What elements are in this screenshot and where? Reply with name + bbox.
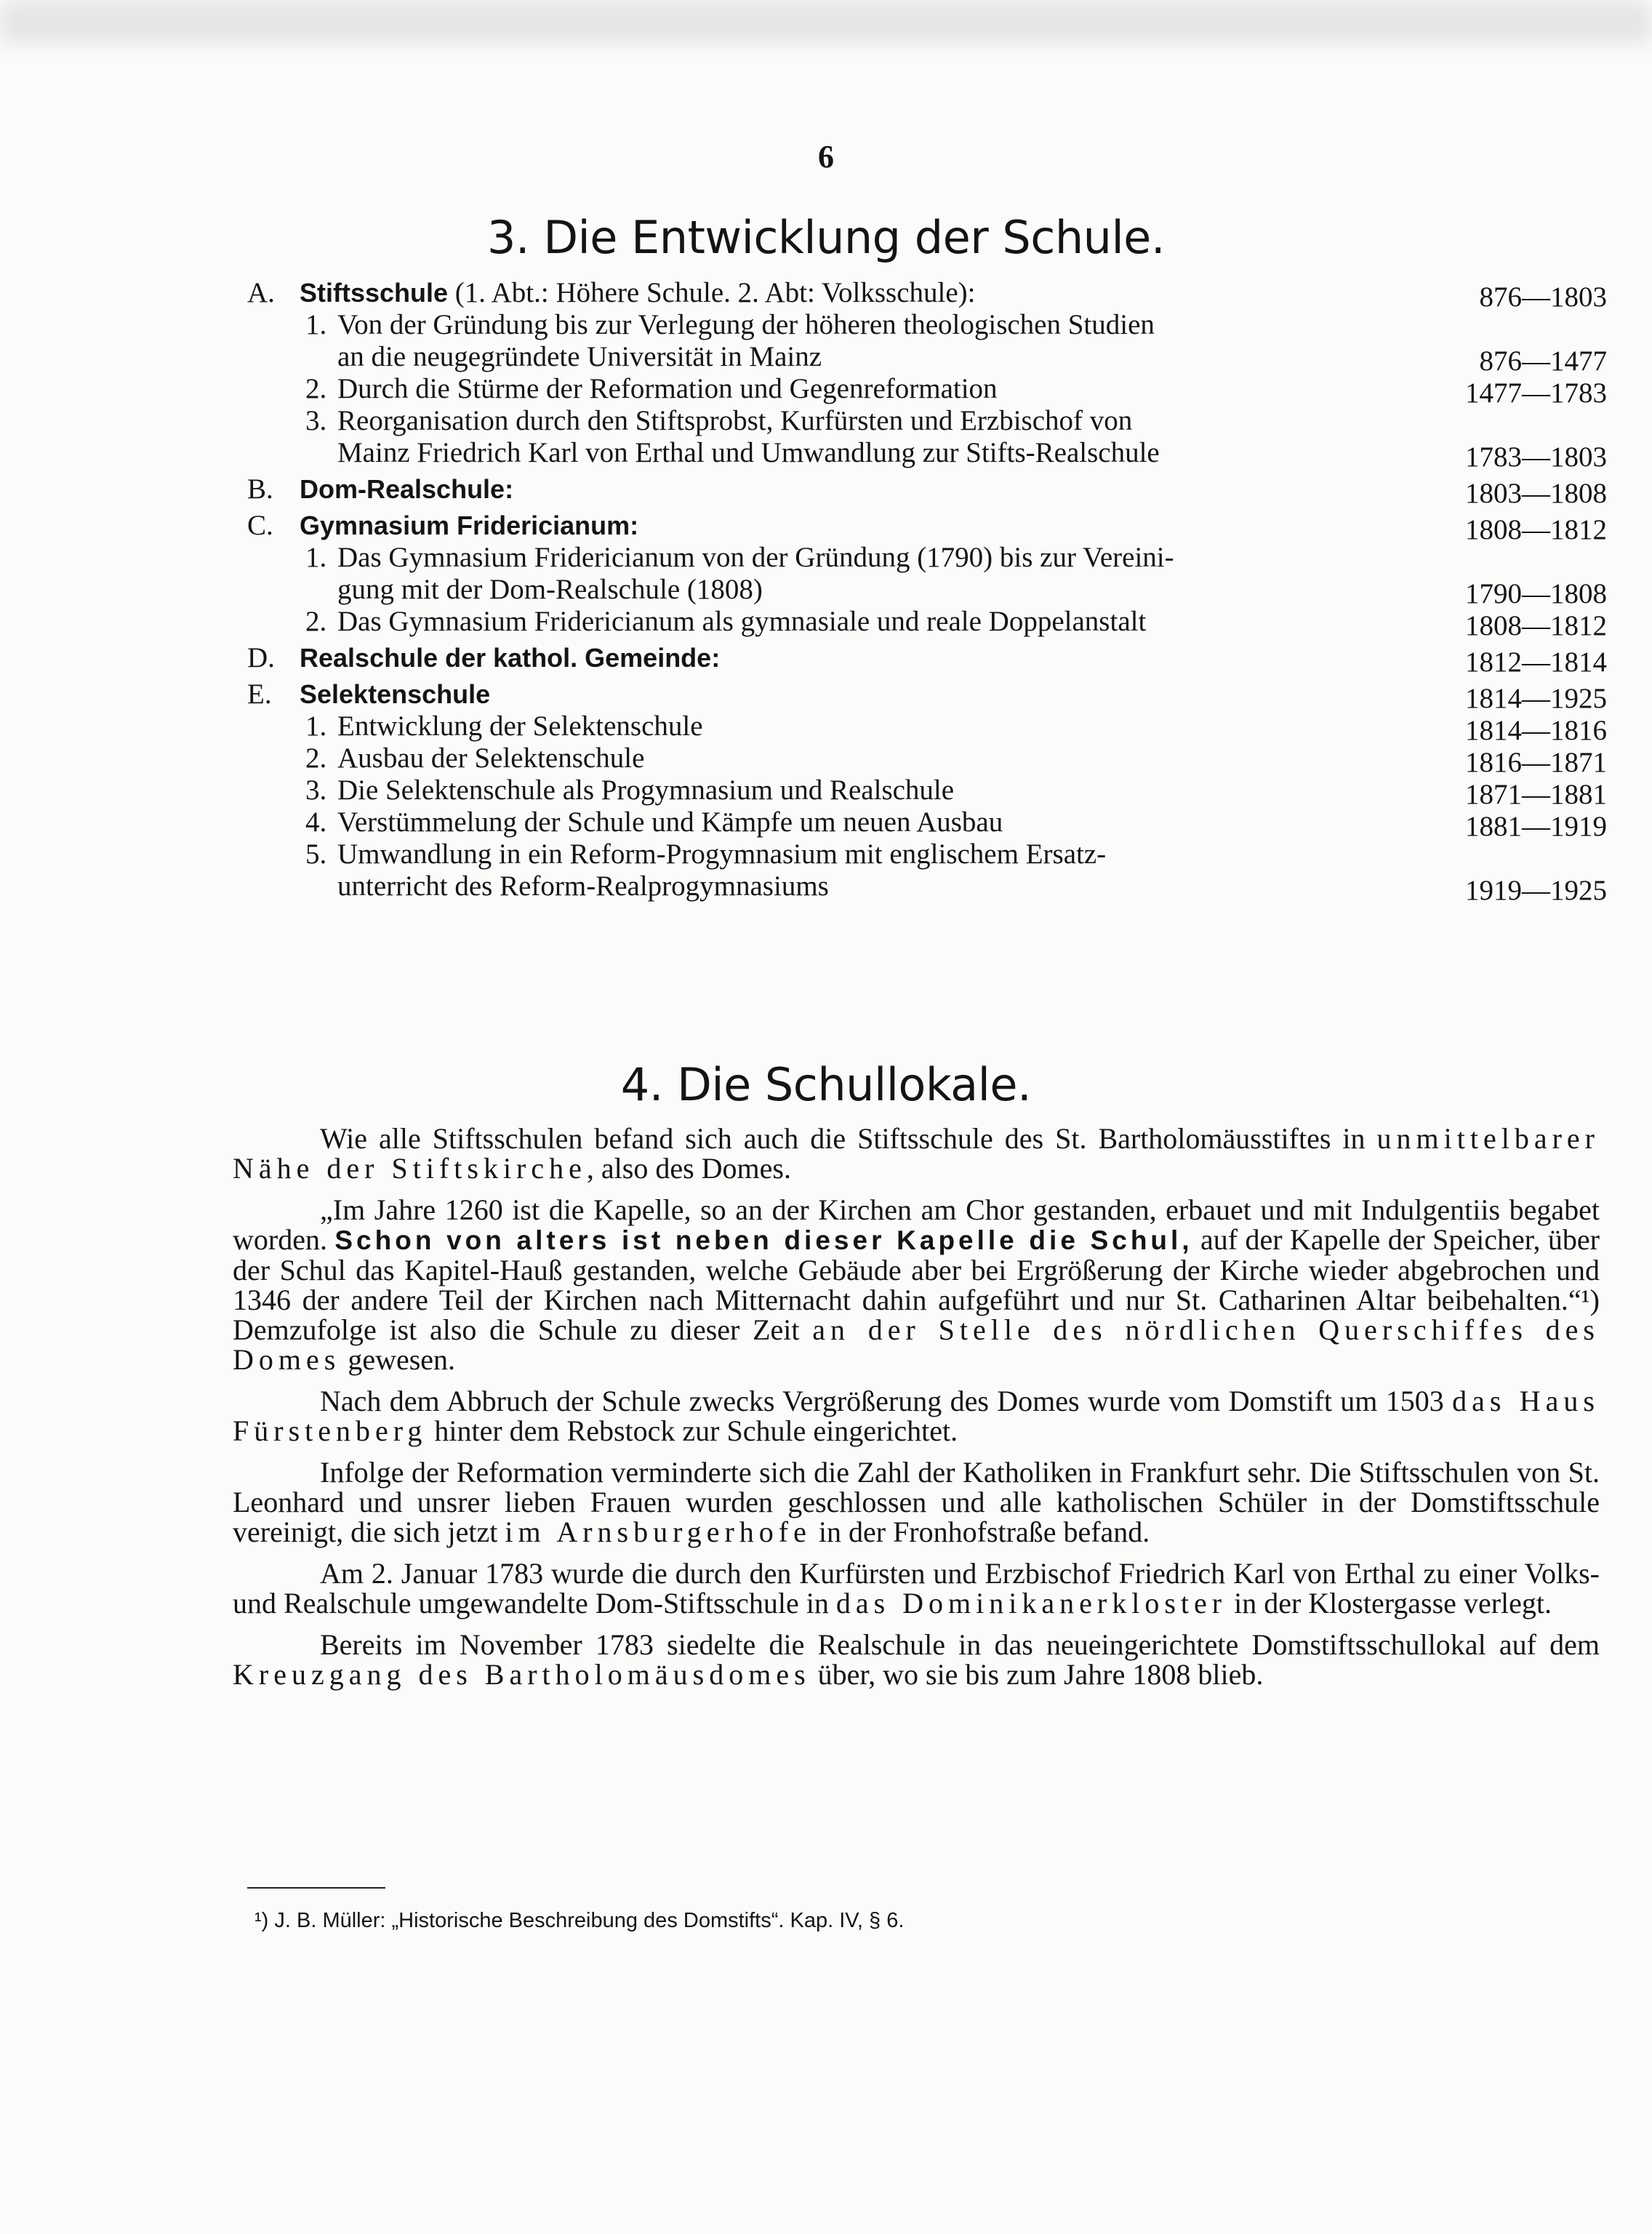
paragraph-2: „Im Jahre 1260 ist die Kapelle, so an der Kirchen am Chor gestanden, erbauet und mit Indulgentiis begabet worden. Schon von alters ist neben dieser Kapelle die Schul, auf der Kapelle der Speicher, über der Schul das Kapitel-Hauß gestanden, welche Gebäude aber bei Ergrößerung der Kirche wieder abgebrochen und 1346 der andere Teil der Kirchen nach Mitternacht dahin aufgeführt und nur St. Catharinen Altar beibehalten.“¹) Demzufolge ist also die Schule zu dieser Zeit an der Stelle des nördlichen Querschiffes des Domes gewesen. [233,1193,1600,1376]
entry-text: Ausbau der Selektenschule [337,742,645,774]
entry-years: 1808—1812 [1465,514,1607,545]
entry-years: 1814—1925 [1465,683,1607,714]
entry-number: 3. [305,774,327,806]
entry-number: 1. [305,542,327,573]
entry-text-continued: unterricht des Reform-Realprogymnasiums [337,870,829,902]
outline-sub-entry [247,710,1607,746]
outline-sub-entry [247,542,1607,609]
entry-years: 1808—1812 [1465,610,1607,641]
entry-text-continued: Mainz Friedrich Karl von Erthal und Umwandlung zur Stifts-Realschule [337,437,1160,468]
entry-number: 1. [305,309,327,340]
entry-name: Dom-Realschule: [300,474,514,504]
entry-text: Entwicklung der Selektenschule [337,710,703,742]
outline-main-entry [247,473,1607,509]
paragraph-4: Infolge der Reformation verminderte sich die Zahl der Katholiken in Frankfurt sehr. Die Stiftsschulen von St. Leonhard und unsrer lieben Frauen wurden geschlossen und alle katholischen Schüler in der Domstiftsschule vereinigt, die sich jetzt im Arnsburgerhofe in der Fronhofstraße befand. [233,1456,1600,1548]
outline-main-entry [247,510,1607,545]
section-title-schullokale: 4. Die Schullokale. [620,1058,1032,1111]
outline-sub-entry [247,806,1607,842]
entry-years: 1790—1808 [1465,578,1607,609]
outline-sub-entry [247,405,1607,473]
outline-sub-entry [247,373,1607,409]
paragraph-1: Wie alle Stiftsschulen befand sich auch die Stiftsschule des St. Bartholomäusstiftes in unmittelbarer Nähe der Stiftskirche, also des Domes. [233,1122,1600,1185]
entry-number: 2. [305,742,327,774]
outline-main-entry [247,678,1607,714]
entry-text: Verstümmelung der Schule und Kämpfe um neuen Ausbau [337,806,1003,838]
outline-sub-entry [247,742,1607,778]
entry-name: Selektenschule [300,679,491,709]
entry-years: 1881—1919 [1465,811,1607,842]
entry-years: 1816—1871 [1465,747,1607,778]
entry-years: 876—1477 [1479,345,1607,377]
footnote-rule [247,1887,385,1889]
entry-years: 1814—1816 [1465,715,1607,746]
entry-name: Stiftsschule [300,278,449,308]
entry-letter: C. [247,510,273,541]
schullokale-text [233,1124,1600,1701]
entry-text: Von der Gründung bis zur Verlegung der höheren theologischen Studien [337,309,1155,340]
scan-shadow [0,0,1652,44]
entry-number: 5. [305,838,327,870]
entry-years: 1477—1783 [1465,377,1607,409]
entry-name: Realschule der kathol. Gemeinde: [300,643,721,673]
section-title-entwicklung: 3. Die Entwicklung der Schule. [486,211,1166,264]
footnote: ¹) J. B. Müller: „Historische Beschreibung des Domstifts“. Kap. IV, § 6. [254,1909,905,1932]
entry-text: Das Gymnasium Fridericianum als gymnasiale und reale Doppelanstalt [337,606,1147,637]
entry-text-continued: an die neugegründete Universität in Mainz [337,341,822,372]
entry-letter: E. [247,678,272,710]
entry-text: Umwandlung in ein Reform-Progymnasium mit englischem Ersatz- [337,838,1107,870]
entry-number: 1. [305,710,327,742]
entry-text: Die Selektenschule als Progymnasium und Realschule [337,774,955,806]
development-outline [247,273,1607,906]
page-number: 6 [818,139,834,175]
outline-sub-entry [247,606,1607,641]
entry-years: 1871—1881 [1465,779,1607,810]
entry-number: 2. [305,606,327,637]
entry-text-continued: gung mit der Dom-Realschule (1808) [337,574,763,605]
paragraph-6: Bereits im November 1783 siedelte die Realschule in das neueingerichtete Domstiftsschullokal auf dem Kreuzgang des Bartholomäusdomes über, wo sie bis zum Jahre 1808 blieb. [233,1628,1600,1691]
entry-note: (1. Abt.: Höhere Schule. 2. Abt: Volksschule): [448,277,976,308]
entry-text: Reorganisation durch den Stiftsprobst, Kurfürsten und Erzbischof von [337,405,1133,436]
entry-name: Gymnasium Fridericianum: [300,511,639,540]
entry-number: 4. [305,806,327,838]
paragraph-5: Am 2. Januar 1783 wurde die durch den Kurfürsten und Erzbischof Friedrich Karl von Erthal zu einer Volks- und Realschule umgewandelte Dom-Stiftsschule in das Dominikanerkloster in der Klostergasse verlegt. [233,1557,1600,1620]
outline-sub-entry [247,774,1607,810]
outline-sub-entry [247,838,1607,906]
entry-letter: D. [247,642,275,673]
entry-text: Durch die Stürme der Reformation und Gegenreformation [337,373,998,404]
entry-number: 2. [305,373,327,404]
entry-years: 1803—1808 [1465,478,1607,509]
paragraph-3: Nach dem Abbruch der Schule zwecks Vergrößerung des Domes wurde vom Domstift um 1503 das Haus Fürstenberg hinter dem Rebstock zur Schule eingerichtet. [233,1385,1600,1447]
outline-main-entry [247,642,1607,678]
entry-years: 1783—1803 [1465,441,1607,473]
entry-text: Das Gymnasium Fridericianum von der Gründung (1790) bis zur Vereini- [337,542,1174,573]
outline-sub-entry [247,309,1607,377]
outline-main-entry [247,277,1607,313]
entry-years: 1919—1925 [1465,875,1607,906]
entry-number: 3. [305,405,327,436]
entry-letter: B. [247,473,273,505]
entry-years: 876—1803 [1479,281,1607,313]
entry-years: 1812—1814 [1465,646,1607,678]
entry-letter: A. [247,277,275,308]
